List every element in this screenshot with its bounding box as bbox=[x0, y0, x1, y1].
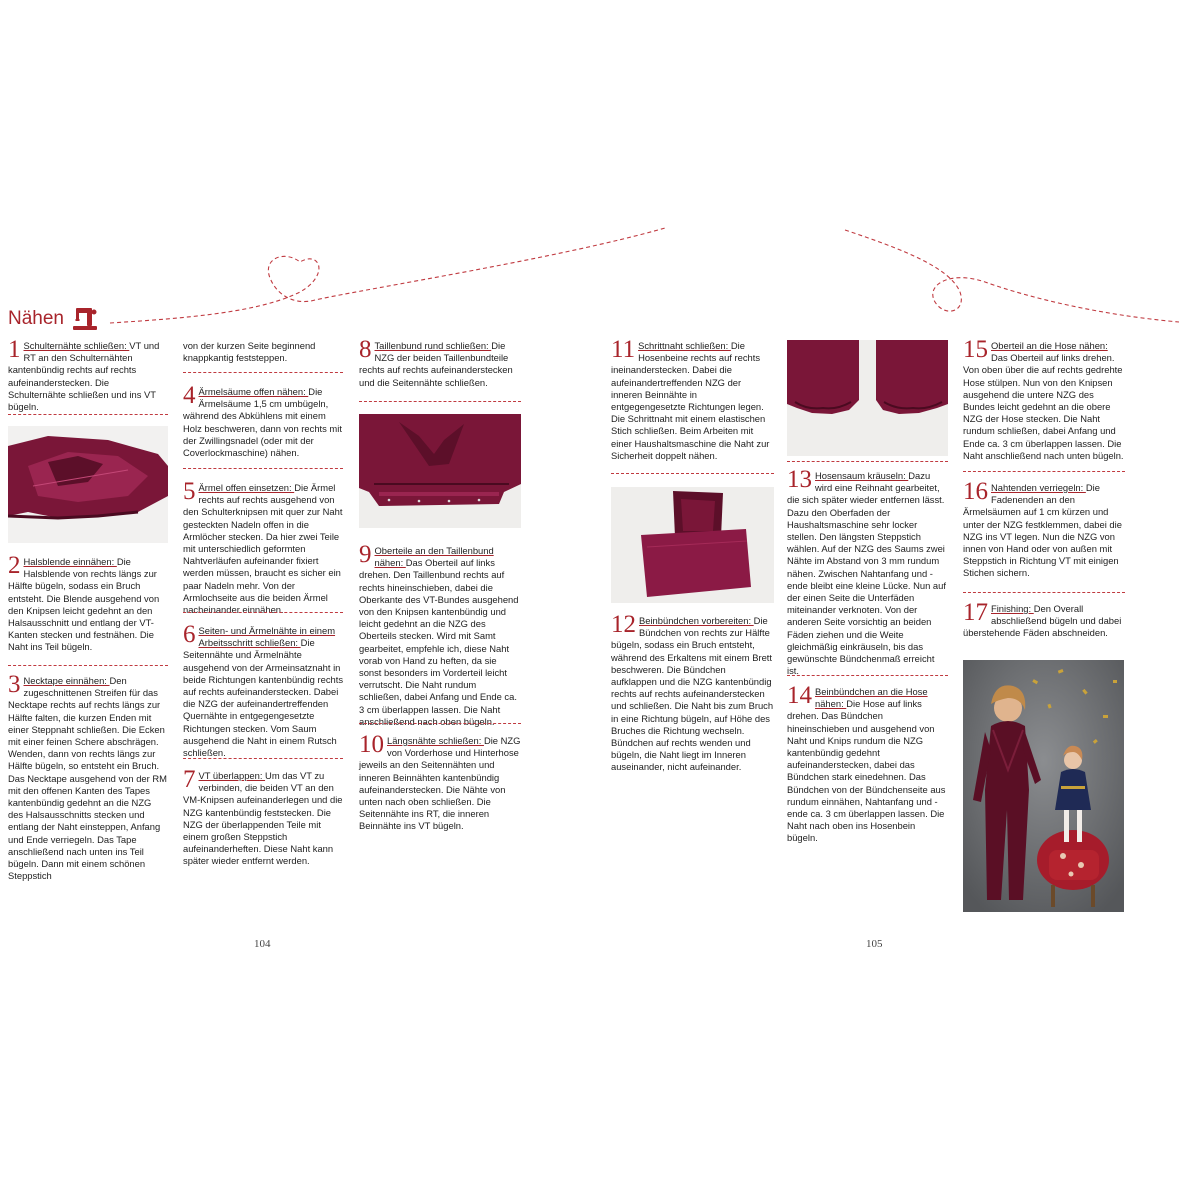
step-lead: Längsnähte schließen: bbox=[387, 735, 484, 746]
step-12 bbox=[611, 611, 774, 774]
step-number: 6 bbox=[183, 621, 196, 648]
dashed-separator bbox=[8, 665, 168, 666]
step-13 bbox=[787, 466, 948, 677]
photo-gathered-hem bbox=[787, 340, 948, 456]
photo-waistband-velvet bbox=[359, 414, 521, 528]
page-number-right: 105 bbox=[866, 938, 883, 950]
dashed-separator bbox=[359, 401, 521, 402]
step-number: 17 bbox=[963, 599, 988, 626]
step-number: 14 bbox=[787, 682, 812, 709]
step-text: Die NZG der beiden Taillenbundteile rechts auf rechts aufeinanderstecken und die Seitennähte schließen. bbox=[359, 340, 513, 388]
step-text: von der kurzen Seite beginnend knappkantig feststeppen. bbox=[183, 340, 316, 364]
step-number: 7 bbox=[183, 766, 196, 793]
step-lead: Oberteile an den Taillenbund nähen: bbox=[374, 545, 494, 569]
section-title: Nähen bbox=[8, 308, 64, 329]
step-text: Die Ärmel rechts auf rechts ausgehend von den Schulterknipsen mit quer zur Naht gesteckten Nadeln offen in die Armlöcher stecken. Da hier zwei Teile mit unterschiedlich geformten Nahtverläufen aufeinander fixiert werden müssen, braucht es sicher ein paar Nadeln mehr. Von der Armlochseite aus die beiden Ärmel nacheinander einnähen. bbox=[183, 482, 343, 616]
step-lead: Nahtenden verriegeln: bbox=[991, 482, 1086, 493]
step-number: 12 bbox=[611, 611, 636, 638]
dashed-separator bbox=[183, 372, 343, 373]
dashed-separator bbox=[183, 468, 343, 469]
step-number: 13 bbox=[787, 466, 812, 493]
step-5 bbox=[183, 478, 343, 616]
step-text: Das Oberteil auf links drehen. Von oben über die auf rechts gedrehte Hose stülpen. Nun von den Knipsen ausgehend die untere NZG des Bundes leicht gedehnt an die obere NZG der Hose stecken. Die Naht rundum schließen, dabei Anfang und Ende ca. 3 cm überlappen lassen. Die Naht anschließend nach unten bügeln. bbox=[963, 352, 1124, 461]
step-text: Das Oberteil auf links drehen. Den Taillenbund rechts auf rechts hineinschieben, dabei die Oberkante des VT-Bundes ausgehend von den Knipsen kantenbündig und leicht gedehnt an die NZG des Oberteils stecken. Wird mit Samt gearbeitet, empfehle ich, diese Naht vorab von Hand zu heften, da sie sonst besonders im Vorderteil leicht verrutscht. Die Naht rundum schließen, dabei Anfang und Ende ca. 3 cm überlappen lassen. Die Naht anschließend nach oben bügeln. bbox=[359, 557, 519, 727]
step-lead: Hosensaum kräuseln: bbox=[815, 470, 909, 481]
step-number: 3 bbox=[8, 671, 21, 698]
step-text: VT und RT an den Schulternähten kantenbündig rechts auf rechts aufeinanderstecken. Die Schulternähte schließen und ins VT bügeln. bbox=[8, 340, 160, 413]
dashed-separator bbox=[183, 612, 343, 613]
dashed-separator bbox=[183, 758, 343, 759]
dashed-separator bbox=[611, 473, 774, 474]
step-number: 15 bbox=[963, 336, 988, 363]
step-15 bbox=[963, 336, 1125, 462]
photo-cuff-pieces bbox=[611, 487, 774, 603]
step-number: 5 bbox=[183, 478, 196, 505]
step-number: 16 bbox=[963, 478, 988, 505]
step-text: Um das VT zu verbinden, die beiden VT an den VM-Knipsen aufeinanderlegen und die NZG kantenbündig feststecken. Die NZG der überlappenden Teile mit einem großen Steppstich aufeinanderheften. Diese Naht kann später wieder entfernt werden. bbox=[183, 770, 343, 867]
photo-neckline-velvet bbox=[8, 426, 168, 543]
dashed-separator bbox=[787, 461, 948, 462]
step-number: 2 bbox=[8, 552, 21, 579]
step-lead: Necktape einnähen: bbox=[23, 675, 110, 686]
step-lead: Oberteil an die Hose nähen: bbox=[991, 340, 1108, 351]
dashed-separator bbox=[359, 723, 521, 724]
step-4 bbox=[183, 382, 343, 459]
step-lead: Seiten- und Ärmelnähte in einem Arbeitsschritt schließen: bbox=[198, 625, 336, 649]
step-text: Die NZG von Vorderhose und Hinterhose jeweils an den Seitennähten und inneren Beinnähten kantenbündig aufeinanderstecken. Die Nähte von unten nach oben schließen. Die Seitennähte ins RT, die inneren Beinnähte ins VT bügeln. bbox=[359, 735, 521, 832]
step-number: 11 bbox=[611, 336, 636, 363]
sewing-machine-icon bbox=[72, 306, 98, 332]
step-text: Die Halsblende von rechts längs zur Hälfte bügeln, sodass ein Bruch entsteht. Die Blende ausgehend von den Knipsen leicht gedehnt an den Halsausschnitt und entlang der VT-Kanten stecken und festnähen. Die Naht ins Teil bügeln. bbox=[8, 556, 160, 653]
step-text: Den zugeschnittenen Streifen für das Necktape rechts auf rechts längs zur Hälfte falten, die kurzen Enden mit einer Steppnaht schließen. Die Ecken mit einer feinen Schere abschrägen. Wenden, dann von rechts längs zur Hälfte bügeln, so entsteht ein Bruch. Das Necktape ausgehend von der RM mit den offenen Kanten des Tapes kantenbündig gedehnt an die NZG des Halsausschnitts stecken und entlang der Naht einsteppen, Anfang und Ende verriegeln. Das Tape anschließend nach unten ins Teil bügeln. Dann mit einem schönen Steppstich bbox=[8, 675, 167, 882]
step-text: Den Overall abschließend bügeln und dabei überstehende Fäden abschneiden. bbox=[963, 603, 1122, 639]
dashed-thread-decoration bbox=[0, 0, 1179, 340]
step-3-continued bbox=[183, 340, 343, 364]
step-11 bbox=[611, 336, 774, 462]
step-text: Die Bündchen von rechts zur Hälfte bügeln, sodass ein Bruch entsteht, während des Erkaltens mit einem Brett beschweren. Die Bündchen aufklappen und die NZG kantenbündig rechts auf rechts aufeinanderstecken und schließen. Die Naht bis zum Bruch in eine Richtung bügeln, auf Höhe des Bruches die Richtung wechseln. Bündchen auf rechts wenden und bügeln, die Naht liegt im Inneren auseinander, nicht aufeinander. bbox=[611, 615, 774, 773]
step-16 bbox=[963, 478, 1125, 580]
step-2 bbox=[8, 552, 168, 654]
step-3 bbox=[8, 671, 168, 882]
step-17 bbox=[963, 599, 1125, 640]
step-number: 1 bbox=[8, 336, 21, 363]
step-14 bbox=[787, 682, 948, 845]
step-8 bbox=[359, 336, 521, 389]
step-text: Die Ärmelsäume 1,5 cm umbügeln, während des Abkühlens mit einem Holz beschweren, dann von rechts mit der Zwillingsnadel (oder mit der Coverlockmaschine) nähen. bbox=[183, 386, 342, 459]
step-number: 9 bbox=[359, 541, 372, 568]
step-lead: Ärmel offen einsetzen: bbox=[198, 482, 295, 493]
step-number: 10 bbox=[359, 731, 384, 758]
step-1 bbox=[8, 336, 168, 413]
section-heading bbox=[8, 306, 98, 332]
step-text: Dazu wird eine Reihnaht gearbeitet, die sich später wieder entfernen lässt. Dazu den Oberfaden der Haushaltsmaschine sehr locker stellen. Den längsten Steppstich wählen. Auf der NZG des Saums zwei Nähte im Abstand von 3 mm rundum nähen. Zwischen Nahtanfang und -ende bleibt eine kleine Lücke. Nun auf der einen Seite die Unterfäden miteinander verknoten. Von der anderen Seite vorsichtig an beiden Fäden ziehen und die Weite gleichmäßig einkräuseln, bis das gewünschte Bündchenmaß erreicht ist. bbox=[787, 470, 946, 677]
step-number: 8 bbox=[359, 336, 372, 363]
step-text: Die Fadenenden an den Ärmelsäumen auf 1 cm kürzen und unter der NZG festklemmen, dabei die NZG ins VT legen. Nun die NZG von innen von Hand oder von außen mit Steppstich in Richtung VT mit einigen Stichen sichern. bbox=[963, 482, 1122, 579]
step-lead: Beinbündchen vorbereiten: bbox=[639, 615, 754, 626]
step-10 bbox=[359, 731, 521, 833]
step-text: Die Seitennähte und Ärmelnähte ausgehend von der Armeinsatznaht in beide Richtungen kantenbündig rechts auf rechts aufeinanderstecken. Dabei die NZG der aufeinandertreffenden Quernähte in entgegengesetzte Richtungen stecken. Vom Saum ausgehend die Naht in einem Rutsch schließen. bbox=[183, 637, 344, 759]
step-lead: Schrittnaht schließen: bbox=[638, 340, 731, 351]
step-lead: Finishing: bbox=[991, 603, 1034, 614]
step-lead: VT überlappen: bbox=[198, 770, 266, 781]
step-6 bbox=[183, 621, 344, 759]
dashed-separator bbox=[8, 414, 168, 415]
dashed-separator bbox=[963, 592, 1125, 593]
dashed-separator bbox=[963, 471, 1125, 472]
step-lead: Taillenbund rund schließen: bbox=[374, 340, 492, 351]
photo-mother-daughter-overall bbox=[963, 660, 1124, 912]
step-text: Die Hose auf links drehen. Das Bündchen hineinschieben und ausgehend von Naht und Knips rundum die NZG kantenbündig gedehnt aufeinanderstecken, dabei das Bündchen stark einedehnen. Das Bündchen von der Bündchenseite aus rundum einnähen, Nahtanfang und -ende ca. 3 cm überlappen lassen. Die Naht nach oben ins Hosenbein bügeln. bbox=[787, 698, 946, 844]
step-number: 4 bbox=[183, 382, 196, 409]
step-lead: Ärmelsäume offen nähen: bbox=[198, 386, 309, 397]
step-9 bbox=[359, 541, 521, 728]
step-7 bbox=[183, 766, 343, 868]
dashed-separator bbox=[787, 675, 948, 676]
step-lead: Schulternähte schließen: bbox=[23, 340, 130, 351]
step-lead: Halsblende einnähen: bbox=[23, 556, 117, 567]
page-number-left: 104 bbox=[254, 938, 271, 950]
step-lead: Beinbündchen an die Hose nähen: bbox=[815, 686, 928, 710]
step-text: Die Hosenbeine rechts auf rechts ineinanderstecken. Dabei die aufeinandertreffenden NZG der inneren Beinnähte in entgegengesetzte Richtungen legen. Die Schrittnaht mit einem elastischen Stich schließen. Beim Arbeiten mit einer Haushaltsmaschine die Naht zur Sicherheit doppelt nähen. bbox=[611, 340, 770, 461]
